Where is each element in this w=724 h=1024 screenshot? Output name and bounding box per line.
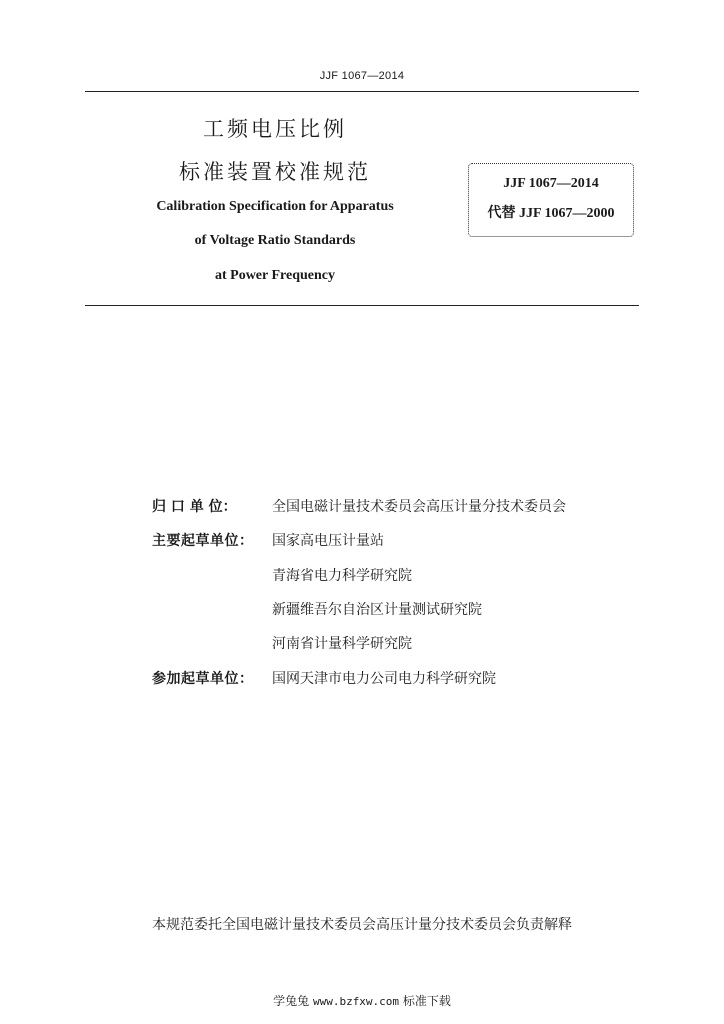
top-divider [85, 91, 639, 92]
title-english-line-2: of Voltage Ratio Standards [194, 233, 356, 248]
replaces-code: 代替 JJF 1067—2000 [487, 206, 615, 221]
participating-drafter-item: 国网天津市电力公司电力科学研究院 [272, 671, 496, 687]
bottom-divider [85, 305, 639, 306]
title-english-line-3: at Power Frequency [214, 268, 335, 283]
specification-code-box [468, 163, 634, 237]
responsible-unit-row [152, 496, 566, 520]
main-drafters-label: 主要起草单位： [152, 533, 254, 549]
main-drafter-item: 新疆维吾尔自治区计量测试研究院 [272, 602, 482, 618]
watermark-site-name: 学兔兔 [273, 994, 310, 1008]
main-drafter-item: 河南省计量科学研究院 [272, 636, 412, 652]
responsible-unit-label: 归 口 单 位： [152, 499, 237, 515]
title-chinese-line-1: 工频电压比例 [203, 117, 347, 141]
main-drafter-item: 青海省电力科学研究院 [272, 568, 412, 584]
title-chinese-line-2: 标准装置校准规范 [179, 160, 371, 184]
interpretation-note: 本规范委托全国电磁计量技术委员会高压计量分技术委员会负责解释 [152, 917, 572, 933]
watermark-url: www.bzfxw.com [312, 995, 400, 1008]
participating-drafters-row [152, 668, 496, 692]
main-drafter-item: 国家高电压计量站 [272, 533, 384, 549]
download-watermark [0, 992, 724, 1009]
responsible-unit-value: 全国电磁计量技术委员会高压计量分技术委员会 [272, 499, 566, 515]
participating-drafters-label: 参加起草单位： [152, 671, 254, 687]
watermark-tagline: 标准下载 [402, 994, 451, 1008]
title-english-line-1: Calibration Specification for Apparatus [156, 199, 394, 214]
specification-code: JJF 1067—2014 [503, 176, 599, 191]
running-header-code: JJF 1067—2014 [319, 70, 405, 82]
main-drafters-row [152, 530, 384, 554]
